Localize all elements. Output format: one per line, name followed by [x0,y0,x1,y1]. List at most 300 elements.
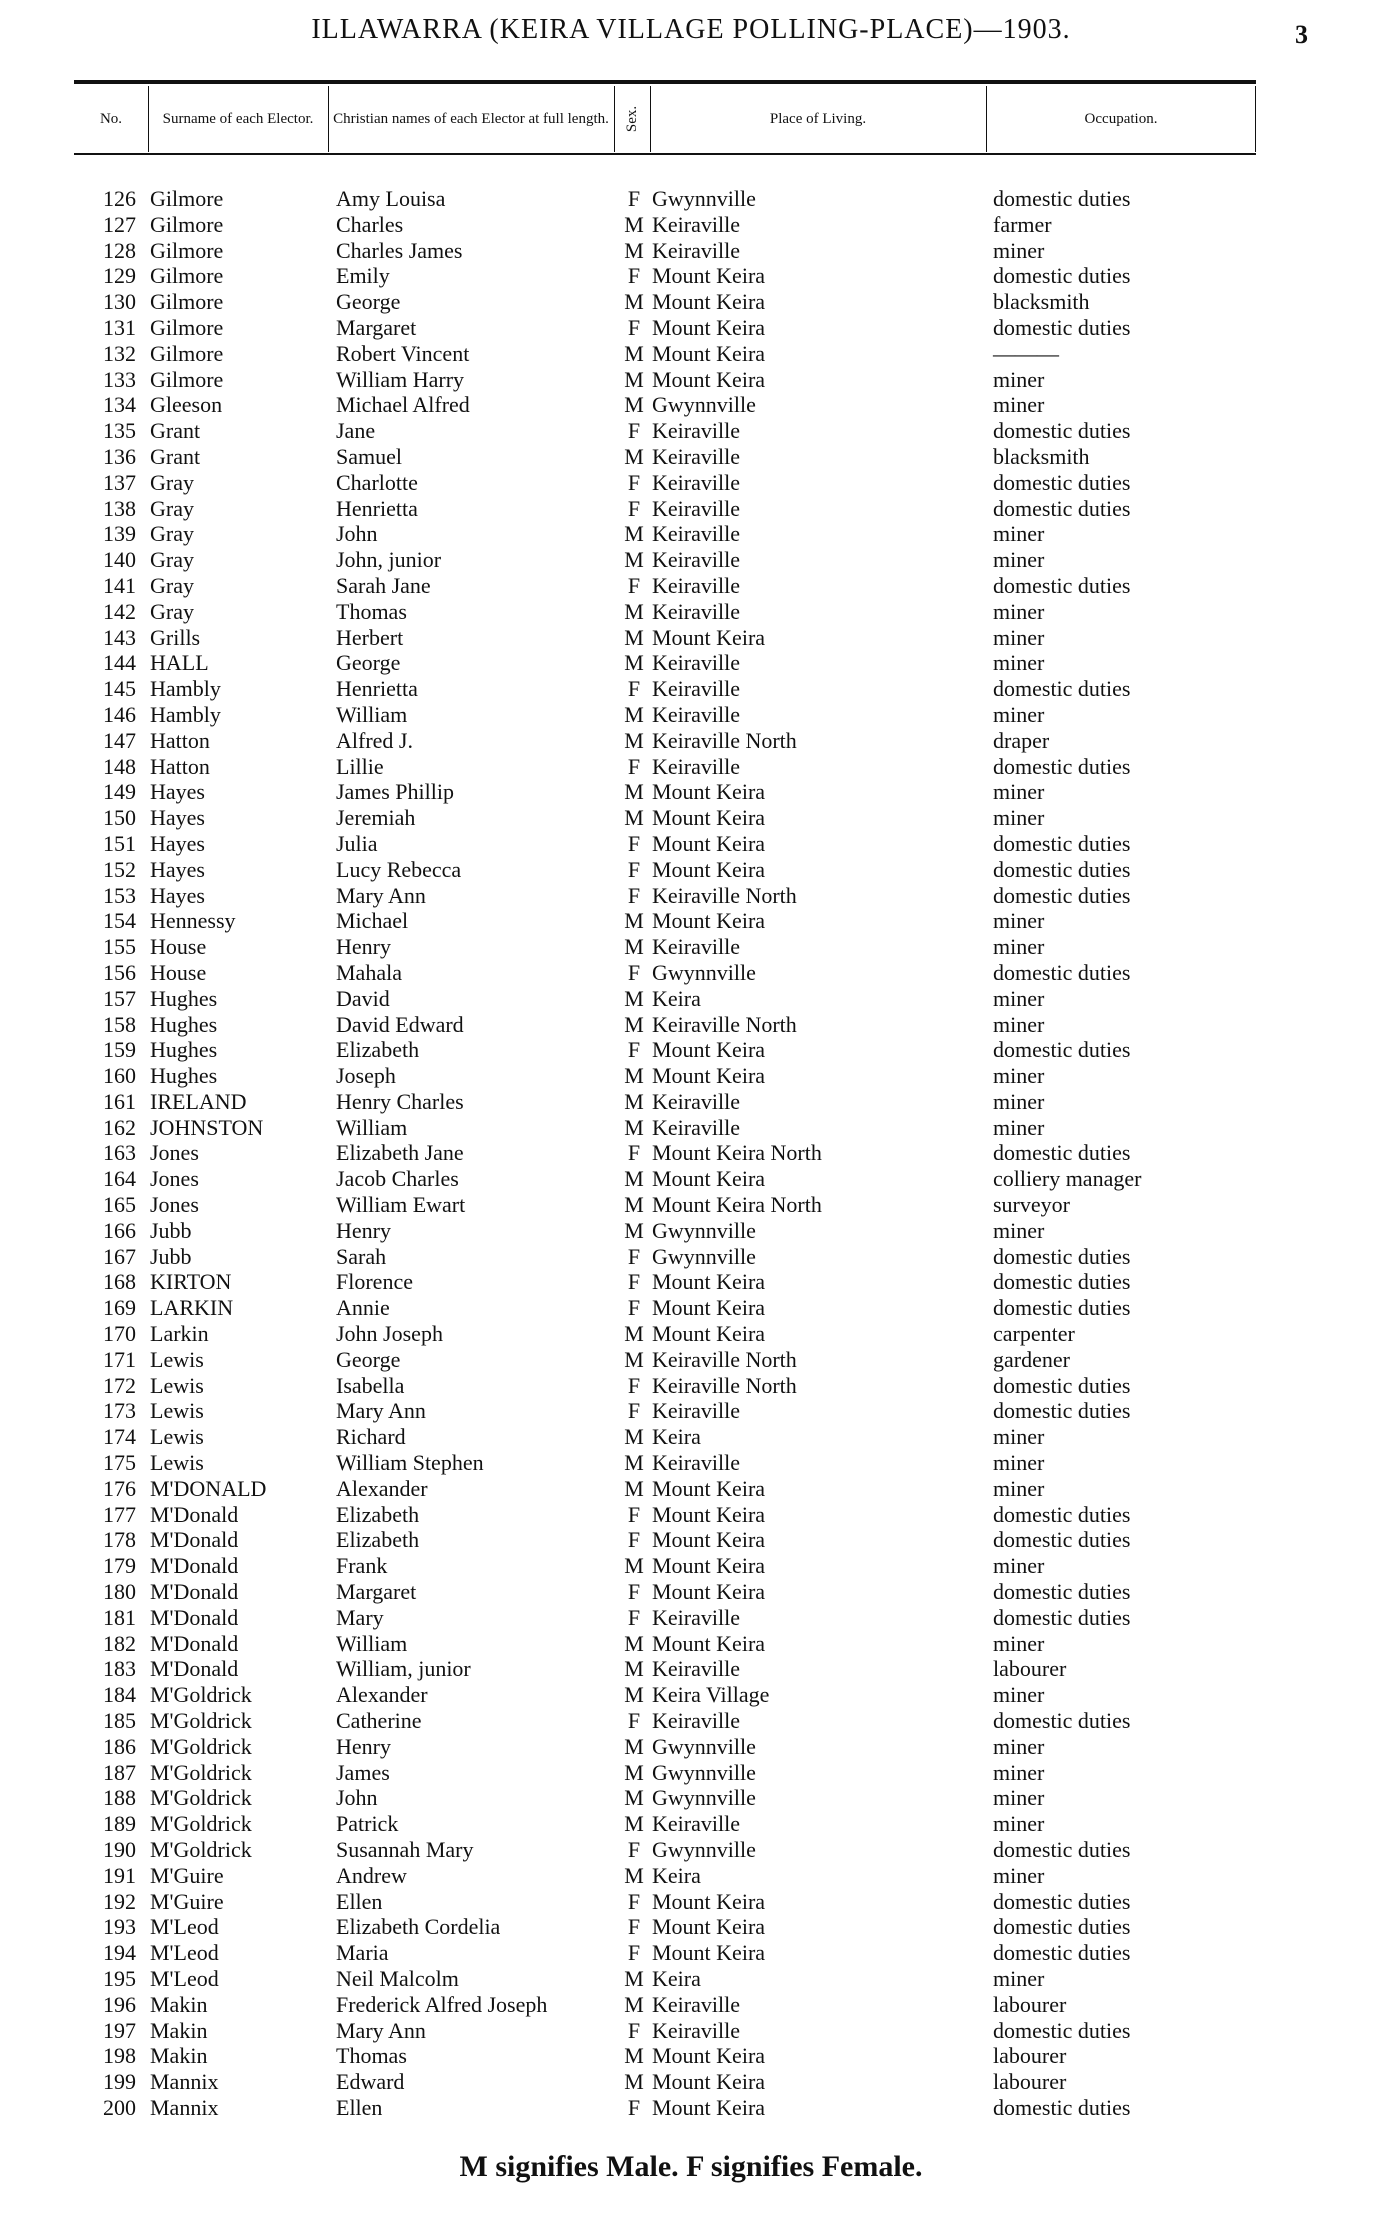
elector-christian-names: Elizabeth Jane [336,1140,464,1166]
elector-christian-names: Henry [336,1733,391,1759]
elector-surname: M'Leod [150,1965,219,1991]
elector-sex: M [624,598,644,624]
elector-number: 185 [103,1708,136,1734]
elector-occupation: miner [993,934,1045,960]
elector-sex: M [624,701,644,727]
elector-occupation: domestic duties [993,1579,1131,1605]
elector-occupation: miner [993,1630,1045,1656]
elector-christian-names: David [336,985,390,1011]
table-row [0,650,1382,676]
elector-surname: M'Donald [150,1553,239,1579]
header-rule-bottom [74,153,1256,155]
table-row [0,1373,1382,1399]
elector-surname: M'Goldrick [150,1682,252,1708]
elector-occupation: blacksmith [993,289,1090,315]
elector-place: Mount Keira [652,779,766,805]
elector-sex: F [627,1940,641,1966]
elector-surname: M'Goldrick [150,1708,252,1734]
table-row [0,754,1382,780]
elector-place: Keira Village [652,1682,770,1708]
elector-place: Mount Keira [652,1321,766,1347]
elector-place: Keiraville [652,1708,740,1734]
elector-place: Mount Keira [652,263,766,289]
elector-number: 134 [103,392,136,418]
table-row [0,418,1382,444]
elector-number: 148 [103,753,136,779]
elector-surname: M'Donald [150,1630,239,1656]
elector-number: 162 [103,1114,136,1140]
elector-occupation: miner [993,1553,1045,1579]
elector-christian-names: Annie [336,1295,390,1321]
elector-number: 128 [103,237,136,263]
elector-number: 146 [103,701,136,727]
elector-christian-names: Neil Malcolm [336,1965,459,1991]
elector-christian-names: Lucy Rebecca [336,856,462,882]
elector-surname: Gilmore [150,366,224,392]
elector-christian-names: Elizabeth [336,1527,420,1553]
elector-occupation: ——— [993,340,1059,366]
table-row [0,238,1382,264]
elector-occupation: domestic duties [993,959,1131,985]
elector-surname: HALL [150,650,209,676]
elector-sex: M [624,1166,644,1192]
elector-occupation: domestic duties [993,830,1131,856]
elector-number: 156 [103,959,136,985]
elector-number: 166 [103,1217,136,1243]
elector-surname: M'Leod [150,1914,219,1940]
table-row [0,1631,1382,1657]
elector-surname: Grant [150,443,201,469]
table-row [0,1140,1382,1166]
elector-place: Keiraville [652,1088,740,1114]
elector-surname: Mannix [150,2069,219,2095]
elector-number: 175 [103,1450,136,1476]
elector-occupation: miner [993,1011,1045,1037]
elector-surname: Lewis [150,1450,204,1476]
elector-place: Keiraville [652,572,740,598]
elector-christian-names: Henrietta [336,676,418,702]
elector-surname: M'Leod [150,1940,219,1966]
table-row [0,444,1382,470]
elector-number: 194 [103,1940,136,1966]
elector-occupation: domestic duties [993,314,1131,340]
elector-occupation: domestic duties [993,1527,1131,1553]
elector-number: 189 [103,1811,136,1837]
elector-sex: F [627,959,641,985]
column-divider [148,86,149,152]
elector-place: Mount Keira [652,2094,766,2120]
elector-place: Mount Keira [652,908,766,934]
elector-surname: Hughes [150,985,218,1011]
elector-surname: Jubb [150,1243,192,1269]
elector-place: Keira [652,1862,701,1888]
elector-number: 168 [103,1269,136,1295]
table-row [0,1914,1382,1940]
elector-christian-names: Susannah Mary [336,1837,474,1862]
elector-christian-names: John [336,521,378,547]
elector-place: Gwynnville [652,1217,756,1243]
elector-surname: Grant [150,418,201,444]
table-row [0,1992,1382,2018]
table-row [0,805,1382,831]
elector-christian-names: James [336,1759,390,1785]
elector-sex: F [627,1708,641,1734]
elector-occupation: domestic duties [993,1940,1131,1966]
elector-sex: F [627,418,641,444]
table-row [0,831,1382,857]
elector-place: Keiraville North [652,1372,797,1398]
elector-occupation: miner [993,1063,1045,1089]
elector-surname: M'Donald [150,1604,239,1630]
elector-occupation: miner [993,1088,1045,1114]
elector-christian-names: Alfred J. [336,727,413,753]
elector-christian-names: Henry [336,934,391,960]
elector-christian-names: Charles James [336,237,463,263]
elector-sex: F [627,1037,641,1063]
elector-place: Mount Keira [652,1295,766,1321]
elector-number: 179 [103,1553,136,1579]
elector-christian-names: Jane [336,418,376,444]
elector-occupation: miner [993,624,1045,650]
elector-number: 154 [103,908,136,934]
elector-sex: M [624,805,644,831]
elector-surname: Hatton [150,727,210,753]
elector-occupation: domestic duties [993,572,1131,598]
elector-christian-names: Henry [336,1217,391,1243]
table-row [0,1708,1382,1734]
elector-christian-names: Margaret [336,314,417,340]
elector-sex: F [627,1501,641,1527]
elector-christian-names: Frederick Alfred Joseph [336,1991,548,2017]
column-divider [1255,86,1256,152]
elector-number: 178 [103,1527,136,1553]
elector-surname: M'Guire [150,1862,224,1888]
column-divider [650,86,651,152]
elector-christian-names: Maria [336,1940,389,1966]
table-row [0,315,1382,341]
elector-sex: F [627,469,641,495]
elector-christian-names: Mary Ann [336,2017,426,2043]
elector-christian-names: Julia [336,830,378,856]
elector-place: Keiraville [652,1114,740,1140]
elector-number: 186 [103,1733,136,1759]
elector-surname: Makin [150,2043,208,2069]
elector-occupation: domestic duties [993,1914,1131,1940]
elector-surname: Gray [150,469,194,495]
elector-number: 136 [103,443,136,469]
elector-number: 173 [103,1398,136,1424]
elector-occupation: miner [993,779,1045,805]
table-row [0,1785,1382,1811]
elector-number: 137 [103,469,136,495]
table-row [0,1863,1382,1889]
table-row [0,289,1382,315]
elector-surname: Jones [150,1140,199,1166]
elector-sex: F [627,1888,641,1914]
elector-surname: M'Donald [150,1656,239,1682]
elector-place: Mount Keira [652,830,766,856]
elector-number: 126 [103,186,136,211]
table-row [0,1398,1382,1424]
elector-occupation: miner [993,650,1045,676]
elector-place: Keira [652,1424,701,1450]
elector-number: 155 [103,934,136,960]
elector-surname: Jubb [150,1217,192,1243]
elector-place: Keiraville [652,1398,740,1424]
elector-christian-names: Jeremiah [336,805,416,831]
elector-surname: M'Guire [150,1888,224,1914]
elector-christian-names: Mary Ann [336,882,426,908]
elector-sex: M [624,521,644,547]
elector-number: 145 [103,676,136,702]
elector-place: Mount Keira [652,314,766,340]
table-row [0,883,1382,909]
table-row [0,1244,1382,1270]
table-row [0,367,1382,393]
elector-occupation: miner [993,1424,1045,1450]
elector-place: Gwynnville [652,1837,756,1862]
elector-christian-names: Alexander [336,1475,428,1501]
elector-sex: F [627,1604,641,1630]
table-row [0,1605,1382,1631]
elector-place: Mount Keira [652,1063,766,1089]
elector-surname: JOHNSTON [150,1114,264,1140]
elector-place: Mount Keira [652,1269,766,1295]
elector-christian-names: Michael [336,908,409,934]
elector-occupation: domestic duties [993,1295,1131,1321]
elector-place: Keiraville North [652,1346,797,1372]
elector-number: 151 [103,830,136,856]
elector-occupation: domestic duties [993,1037,1131,1063]
elector-occupation: miner [993,1217,1045,1243]
elector-surname: Hughes [150,1037,218,1063]
elector-place: Mount Keira [652,340,766,366]
elector-sex: M [624,1785,644,1811]
table-row [0,960,1382,986]
elector-christian-names: Edward [336,2069,405,2095]
elector-number: 161 [103,1088,136,1114]
elector-sex: M [624,908,644,934]
elector-surname: Hayes [150,882,205,908]
elector-occupation: miner [993,521,1045,547]
column-header-occupation: Occupation. [1084,110,1158,127]
elector-sex: M [624,985,644,1011]
elector-christian-names: George [336,650,401,676]
elector-christian-names: Robert Vincent [336,340,470,366]
elector-number: 171 [103,1346,136,1372]
elector-place: Gwynnville [652,1243,756,1269]
elector-surname: Gray [150,598,194,624]
elector-sex: F [627,1579,641,1605]
elector-sex: F [627,882,641,908]
elector-list [0,186,1382,2121]
elector-surname: Gray [150,495,194,521]
elector-occupation: miner [993,1759,1045,1785]
table-row [0,857,1382,883]
elector-sex: F [627,1295,641,1321]
elector-place: Mount Keira [652,1501,766,1527]
elector-number: 164 [103,1166,136,1192]
elector-christian-names: Samuel [336,443,402,469]
elector-place: Mount Keira [652,805,766,831]
elector-number: 135 [103,418,136,444]
elector-sex: M [624,1424,644,1450]
elector-sex: M [624,547,644,573]
elector-sex: F [627,676,641,702]
elector-place: Keiraville [652,2017,740,2043]
table-row [0,212,1382,238]
elector-occupation: domestic duties [993,495,1131,521]
elector-sex: F [627,1372,641,1398]
elector-surname: Lewis [150,1398,204,1424]
elector-occupation: domestic duties [993,1398,1131,1424]
elector-occupation: miner [993,701,1045,727]
elector-place: Mount Keira [652,2043,766,2069]
elector-christian-names: Sarah Jane [336,572,431,598]
elector-christian-names: David Edward [336,1011,464,1037]
elector-surname: Lewis [150,1346,204,1372]
elector-place: Keiraville North [652,882,797,908]
elector-christian-names: Jacob Charles [336,1166,459,1192]
elector-sex: M [624,1450,644,1476]
elector-number: 127 [103,211,136,237]
column-header-christian-names: Christian names of each Elector at full length. [333,110,609,127]
elector-place: Keiraville [652,1811,740,1837]
elector-sex: M [624,1475,644,1501]
elector-surname: Lewis [150,1372,204,1398]
elector-place: Mount Keira [652,366,766,392]
elector-number: 190 [103,1837,136,1862]
elector-occupation: miner [993,1682,1045,1708]
elector-sex: M [624,1088,644,1114]
elector-surname: House [150,934,207,960]
elector-number: 158 [103,1011,136,1037]
elector-occupation: miner [993,1733,1045,1759]
elector-place: Keiraville [652,495,740,521]
elector-number: 169 [103,1295,136,1321]
elector-occupation: domestic duties [993,1243,1131,1269]
column-divider [986,86,987,152]
elector-christian-names: John, junior [336,547,442,573]
elector-sex: M [624,779,644,805]
elector-sex: F [627,1398,641,1424]
table-row [0,1192,1382,1218]
elector-place: Mount Keira [652,289,766,315]
elector-place: Keiraville [652,1450,740,1476]
elector-surname: M'Goldrick [150,1811,252,1837]
elector-occupation: miner [993,598,1045,624]
elector-occupation: domestic duties [993,418,1131,444]
elector-sex: M [624,1063,644,1089]
elector-number: 147 [103,727,136,753]
elector-sex: M [624,1862,644,1888]
elector-christian-names: William [336,1630,408,1656]
elector-surname: Larkin [150,1321,209,1347]
table-row [0,1553,1382,1579]
elector-number: 163 [103,1140,136,1166]
elector-surname: M'Goldrick [150,1733,252,1759]
table-row [0,1012,1382,1038]
table-row [0,1450,1382,1476]
elector-surname: Hughes [150,1011,218,1037]
elector-place: Keiraville [652,650,740,676]
elector-surname: M'Goldrick [150,1759,252,1785]
elector-christian-names: Charlotte [336,469,418,495]
elector-sex: M [624,1811,644,1837]
elector-surname: House [150,959,207,985]
elector-surname: Hayes [150,856,205,882]
elector-number: 153 [103,882,136,908]
table-row [0,1321,1382,1347]
elector-surname: Gleeson [150,392,223,418]
elector-number: 198 [103,2043,136,2069]
elector-number: 140 [103,547,136,573]
elector-occupation: miner [993,908,1045,934]
elector-place: Keiraville [652,1604,740,1630]
elector-surname: Lewis [150,1424,204,1450]
elector-occupation: miner [993,805,1045,831]
elector-christian-names: George [336,1346,401,1372]
elector-sex: M [624,340,644,366]
elector-christian-names: Florence [336,1269,413,1295]
elector-number: 172 [103,1372,136,1398]
elector-surname: Hughes [150,1063,218,1089]
elector-sex: M [624,2043,644,2069]
elector-sex: M [624,1991,644,2017]
elector-sex: M [624,392,644,418]
elector-place: Keira [652,985,701,1011]
elector-occupation: labourer [993,1656,1067,1682]
elector-number: 188 [103,1785,136,1811]
elector-number: 149 [103,779,136,805]
elector-occupation: labourer [993,2043,1067,2069]
elector-christian-names: Elizabeth [336,1501,420,1527]
elector-place: Mount Keira North [652,1192,822,1218]
table-row [0,2095,1382,2121]
elector-occupation: miner [993,366,1045,392]
elector-christian-names: Ellen [336,1888,383,1914]
table-row [0,263,1382,289]
elector-sex: F [627,186,641,211]
elector-number: 197 [103,2017,136,2043]
elector-surname: Hennessy [150,908,236,934]
elector-christian-names: Amy Louisa [336,186,446,211]
elector-surname: M'Goldrick [150,1785,252,1811]
elector-number: 141 [103,572,136,598]
elector-number: 133 [103,366,136,392]
elector-occupation: gardener [993,1346,1070,1372]
elector-sex: F [627,753,641,779]
elector-number: 165 [103,1192,136,1218]
elector-place: Mount Keira [652,1037,766,1063]
table-row [0,341,1382,367]
table-row [0,186,1382,212]
table-row [0,1940,1382,1966]
elector-occupation: domestic duties [993,1372,1131,1398]
elector-place: Mount Keira [652,1579,766,1605]
elector-place: Keiraville [652,934,740,960]
elector-occupation: domestic duties [993,1708,1131,1734]
table-row [0,986,1382,1012]
elector-occupation: domestic duties [993,1140,1131,1166]
elector-number: 180 [103,1579,136,1605]
elector-sex: F [627,2094,641,2120]
table-row [0,908,1382,934]
elector-surname: Gray [150,547,194,573]
elector-sex: M [624,650,644,676]
elector-surname: M'DONALD [150,1475,267,1501]
table-row [0,1656,1382,1682]
